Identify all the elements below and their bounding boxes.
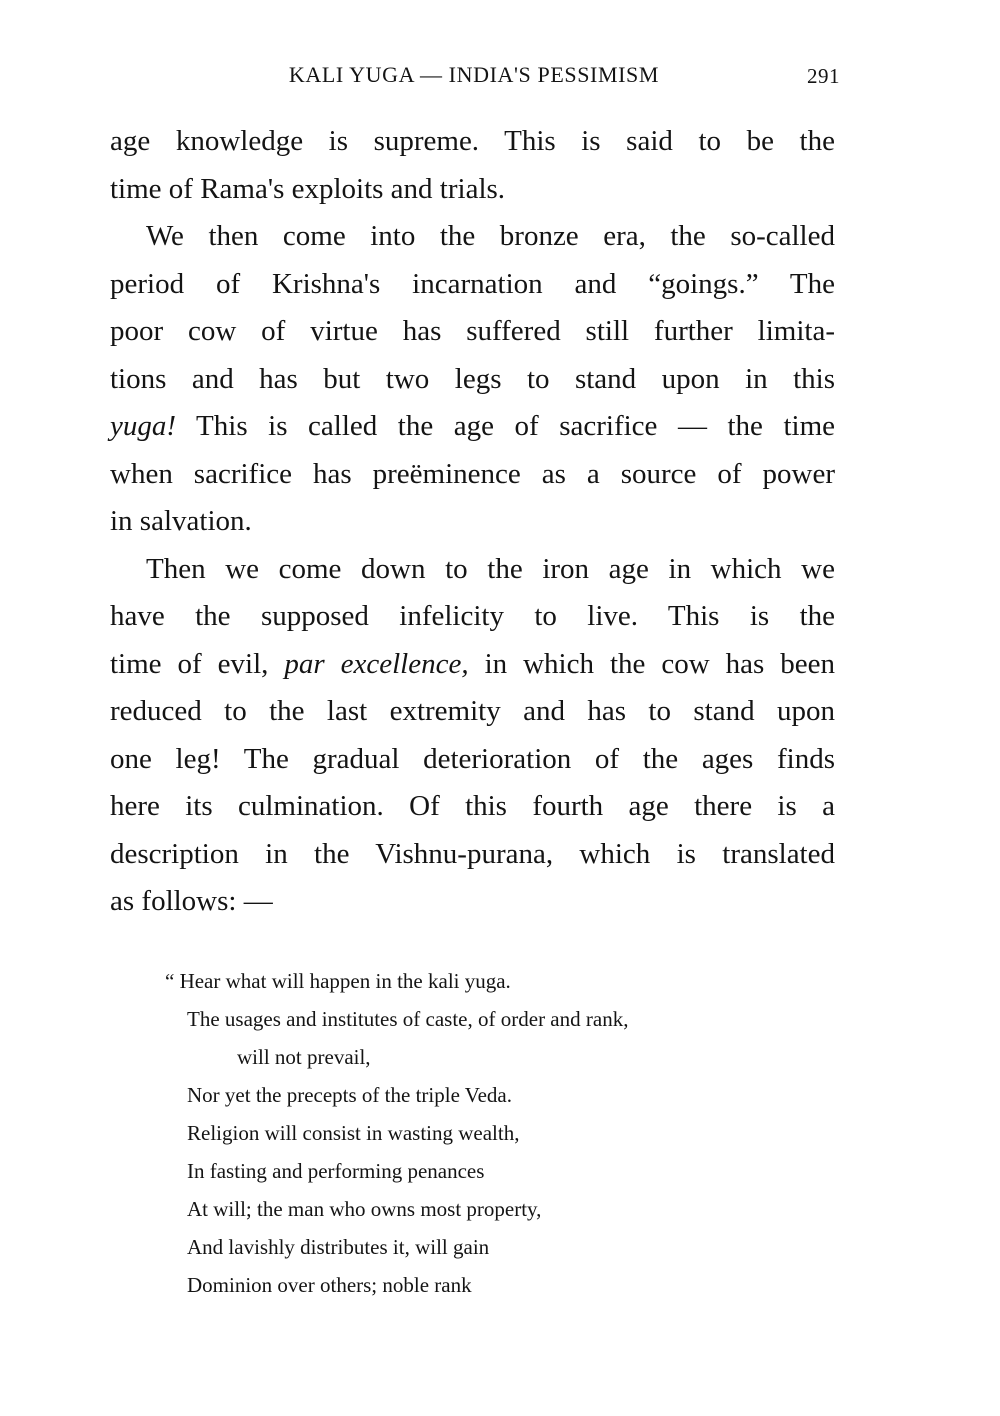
text-line <box>110 403 835 451</box>
quote-line: Dominion over others; noble rank <box>187 1273 472 1297</box>
quote-line: At will; the man who owns most property, <box>187 1197 542 1221</box>
body-text <box>110 118 835 926</box>
quote-line: “ Hear what will happen in the kali yuga. <box>165 969 511 993</box>
text-line: poor cow of virtue has suffered still further limita- <box>110 315 835 347</box>
running-title: KALI YUGA — INDIA'S PESSIMISM <box>288 62 660 87</box>
quote-line: will not prevail, <box>237 1045 371 1069</box>
paragraph-2 <box>110 213 835 546</box>
text-line: have the supposed infelicity to live. This is the <box>110 600 835 632</box>
text-line: reduced to the last extremity and has to stand upon <box>110 695 835 727</box>
text-line: time of Rama's exploits and trials. <box>110 172 506 205</box>
quote-line: And lavishly distributes it, will gain <box>187 1235 490 1259</box>
page-number: 291 <box>807 64 840 88</box>
text-line: age knowledge is supreme. This is said to be the <box>110 125 835 157</box>
paragraph-1 <box>110 118 835 213</box>
italic-term: par excellence, <box>284 647 469 680</box>
text-fragment: in which the cow has been <box>468 647 835 680</box>
text-line: one leg! The gradual deterioration of the ages finds <box>110 742 835 775</box>
text-line: tions and has but two legs to stand upon in this <box>110 362 835 395</box>
text-line: description in the Vishnu-purana, which is translated <box>110 837 835 870</box>
text-line: in salvation. <box>110 505 252 537</box>
quote-line: Religion will consist in wasting wealth, <box>187 1121 520 1145</box>
quote-line: Nor yet the precepts of the triple Veda. <box>187 1083 512 1107</box>
page-header <box>110 62 838 92</box>
text-fragment: This is called the age of sacrifice — the time <box>176 410 835 442</box>
paragraph-3 <box>110 546 835 926</box>
text-line: period of Krishna's incarnation and “goings.” The <box>110 267 835 300</box>
text-line: when sacrifice has preëminence as a source of power <box>110 457 835 490</box>
text-line: We then come into the bronze era, the so-called <box>146 220 835 252</box>
quote-line: In fasting and performing penances <box>187 1159 485 1183</box>
text-fragment: time of evil, <box>110 647 285 680</box>
quote-line: The usages and institutes of caste, of order and rank, <box>187 1007 629 1031</box>
text-line: Then we come down to the iron age in which we <box>146 552 835 585</box>
text-line <box>110 641 835 689</box>
text-line: here its culmination. Of this fourth age there is a <box>110 790 835 822</box>
text-line: as follows: — <box>110 885 273 917</box>
italic-term: yuga! <box>110 410 177 442</box>
block-quotation <box>165 962 805 1304</box>
